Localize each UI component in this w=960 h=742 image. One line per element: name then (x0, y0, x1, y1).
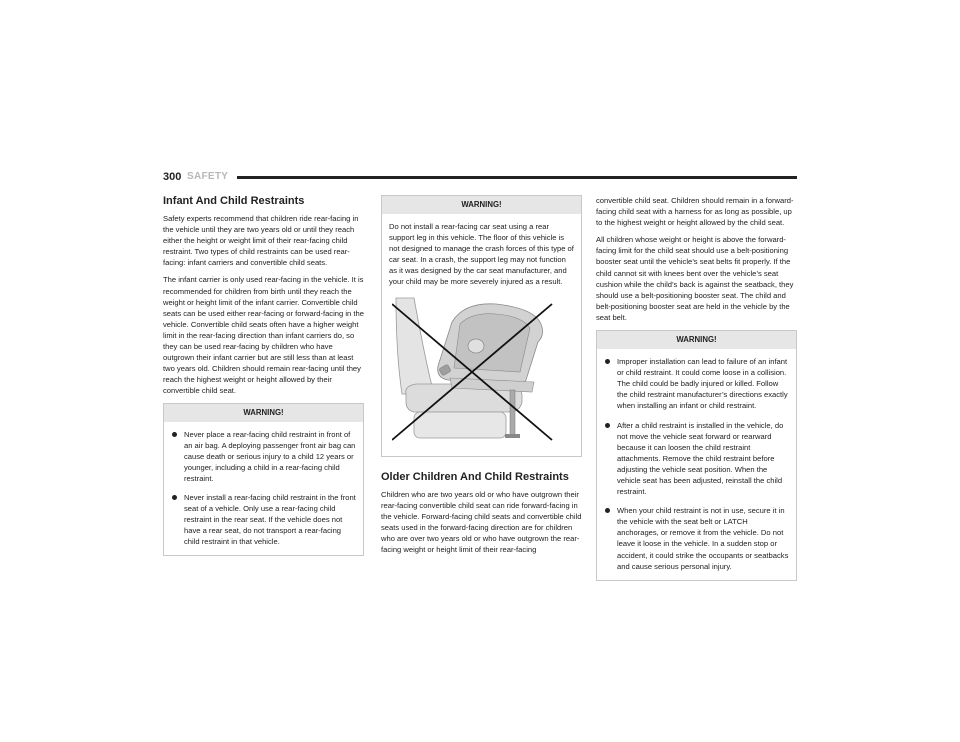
bullet-icon (605, 508, 610, 513)
heading-older-children: Older Children And Child Restraints (381, 470, 569, 483)
seat-base (414, 412, 506, 438)
rear-facing-seat-illustration (392, 294, 572, 444)
bullet-icon (172, 432, 177, 437)
support-leg-foot (505, 434, 520, 438)
list-item (171, 429, 356, 484)
list-item-text: Improper installation can lead to failure of an infant or child restraint. It could come loose in a collision. The child could be badly injured or killed. Follow the child restraint manufacturer’s directions exactly when installing an infant or child restraint. (617, 357, 788, 411)
page-number: 300 (163, 171, 182, 183)
paragraph: Children who are two years old or who have outgrown their rear-facing convertible child seat can ride forward-facing in the vehicle. Forward-facing child seats and convertible child seats used in the forward-facing direction are for children who are over two years old or who have outgrown the rear-facing weight or height limit of their rear-facing (381, 489, 582, 555)
list-item-text: When your child restraint is not in use, secure it in the vehicle with the seat belt or LATCH anchorages, or remove it from the vehicle. Do not leave it loose in the vehicle. In a sudden stop or accident, it could strike the occupants or seatbacks and cause serious personal injury. (617, 506, 789, 571)
warning-body (164, 422, 363, 556)
warning-box (596, 330, 797, 581)
column-right (596, 195, 797, 581)
section-title: SAFETY (187, 171, 229, 182)
list-item-text: After a child restraint is installed in the vehicle, do not move the vehicle seat forward or rearward because it can loosen the child restraint attachments. Remove the child restraint before adjusting the vehicle seat position. When the vehicle seat has been adjusted, reinstall the child restraint. (617, 420, 784, 497)
warning-box (381, 195, 582, 457)
list-item-text: Never place a rear-facing child restraint in front of an air bag. A deploying passenger front air bag can cause death or serious injury to a child 12 years or younger, including a child in a rear-facing child restraint. (184, 429, 356, 483)
list-item-text: Never install a rear-facing child restraint in the front seat of a vehicle. Only use a rear-facing child restraint in the rear seat. If the vehicle does not have a rear seat, do not transport a rear-facing child restraint in that vehicle. (184, 492, 356, 547)
column-left (163, 195, 364, 556)
bullet-icon (172, 495, 177, 500)
list-item (604, 420, 789, 498)
warning-box (163, 403, 364, 557)
warning-title: WARNING! (597, 331, 796, 349)
list-item (604, 356, 789, 411)
warning-body (597, 349, 796, 580)
bullet-icon (605, 423, 610, 428)
warning-list (604, 356, 789, 572)
header-rule (237, 176, 797, 179)
paragraph: All children whose weight or height is above the forward-facing limit for the child seat should use a belt-positioning booster seat until the vehicle’s seat belts fit properly. If the child cannot sit with knees bent over the vehicle’s seat cushion while the child’s back is against the seatback, they should use a belt-positioning booster seat. The child and belt-positioning booster seat are held in the vehicle by the seat belt. (596, 235, 794, 322)
paragraph: convertible child seat. Children should remain in a forward-facing child seat with a harness for as long as possible, up to the highest weight or height allowed by the child seat. (596, 196, 794, 228)
page-header (163, 171, 797, 185)
warning-list (171, 429, 356, 548)
bullet-icon (605, 359, 610, 364)
warning-title: WARNING! (382, 196, 581, 214)
warning-body (382, 214, 581, 456)
support-leg (510, 390, 515, 436)
list-item (604, 505, 789, 572)
column-middle (381, 195, 582, 561)
paragraph: Safety experts recommend that children ride rear-facing in the vehicle until they are two years old or until they reach either the height or weight limit of their rear-facing child restraint. Two types of child restraints can be used rear-facing: infant carriers and convertible child seats. (163, 214, 359, 268)
heading-infant-restraints: Infant And Child Restraints (163, 195, 305, 207)
warning-text: Do not install a rear-facing car seat using a rear support leg in this vehicle. The floor of this vehicle is not designed to manage the crash forces of this type of car seat. In a crash, the support leg may not function as it was designed by the car seat manufacturer, and your child may be more severely injured as a result. (389, 222, 574, 287)
paragraph: The infant carrier is only used rear-facing in the vehicle. It is recommended for children from birth until they reach the weight or height limit of the infant carrier. Convertible child seats can be used either rear-facing or forward-facing in the vehicle. Convertible child seats often have a higher weight limit in the rear-facing direction than infant carriers do, so they can be used rear-facing by children who have outgrown their infant carrier but are still less than at least two years old. Children should remain rear-facing until they reach the highest weight or height allowed by their convertible child seat. (163, 275, 364, 396)
warning-title: WARNING! (164, 404, 363, 422)
list-item (171, 492, 356, 547)
carrier-handle (468, 339, 484, 353)
child-seat-inner (454, 313, 530, 371)
